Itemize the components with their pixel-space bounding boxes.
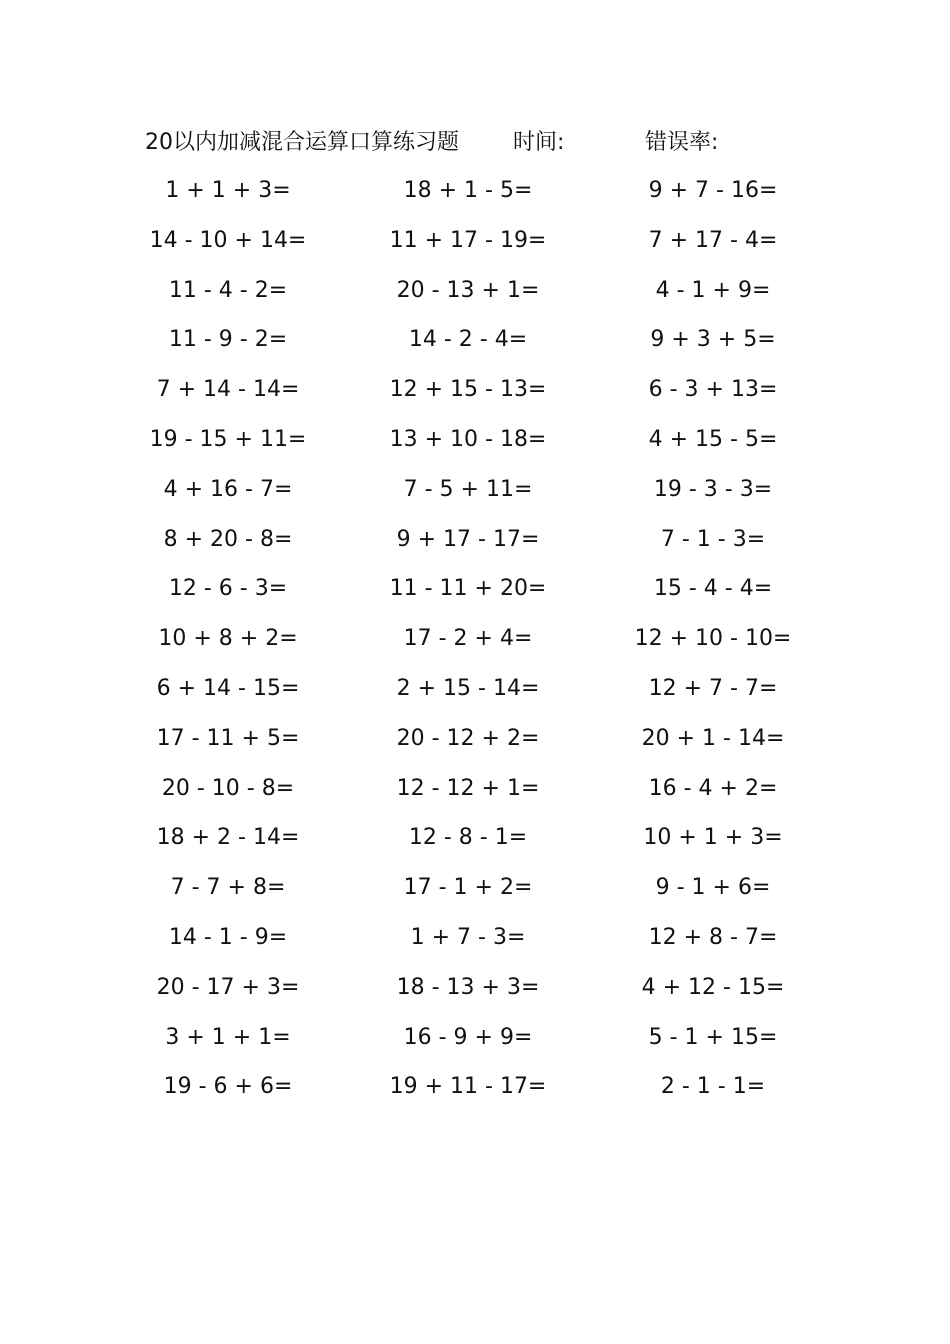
problem-item: 7 - 1 - 3= bbox=[660, 526, 766, 552]
problem-item: 5 - 1 + 15= bbox=[648, 1024, 778, 1050]
problem-row bbox=[0, 1015, 950, 1065]
problem-row bbox=[0, 168, 950, 218]
problem-item: 12 + 10 - 10= bbox=[634, 626, 792, 652]
problem-row bbox=[0, 666, 950, 716]
problem-item: 8 + 20 - 8= bbox=[163, 526, 293, 552]
problem-item: 4 + 15 - 5= bbox=[648, 426, 778, 452]
problem-row bbox=[0, 367, 950, 417]
problem-item: 14 - 1 - 9= bbox=[168, 924, 288, 950]
problem-item: 11 - 11 + 20= bbox=[389, 576, 547, 602]
problem-row bbox=[0, 1064, 950, 1114]
problem-item: 16 - 4 + 2= bbox=[648, 775, 778, 801]
problem-row bbox=[0, 815, 950, 865]
problem-item: 12 - 12 + 1= bbox=[396, 775, 540, 801]
problem-grid bbox=[0, 168, 950, 1114]
problem-row bbox=[0, 566, 950, 616]
problem-item: 10 + 1 + 3= bbox=[643, 825, 783, 851]
problem-item: 18 - 13 + 3= bbox=[396, 974, 540, 1000]
time-label: 时间: bbox=[513, 130, 565, 155]
problem-item: 20 - 17 + 3= bbox=[156, 974, 300, 1000]
problem-row bbox=[0, 417, 950, 467]
problem-item: 14 - 10 + 14= bbox=[149, 227, 307, 253]
problem-item: 7 - 5 + 11= bbox=[403, 476, 533, 502]
problem-item: 1 + 1 + 3= bbox=[165, 178, 291, 203]
problem-item: 15 - 4 - 4= bbox=[653, 576, 773, 602]
problem-row bbox=[0, 716, 950, 766]
problem-item: 17 - 2 + 4= bbox=[403, 626, 533, 652]
problem-item: 20 - 13 + 1= bbox=[396, 277, 540, 303]
problem-row bbox=[0, 915, 950, 965]
problem-row bbox=[0, 517, 950, 567]
worksheet-title: 20以内加减混合运算口算练习题 bbox=[145, 130, 459, 155]
problem-item: 12 + 15 - 13= bbox=[389, 377, 547, 403]
problem-item: 6 - 3 + 13= bbox=[648, 377, 778, 403]
problem-item: 6 + 14 - 15= bbox=[156, 675, 300, 701]
problem-item: 2 + 15 - 14= bbox=[396, 675, 540, 701]
problem-item: 11 + 17 - 19= bbox=[389, 227, 547, 253]
problem-item: 11 - 4 - 2= bbox=[168, 277, 288, 303]
problem-item: 12 + 8 - 7= bbox=[648, 924, 778, 950]
problem-item: 9 + 7 - 16= bbox=[648, 178, 778, 203]
problem-item: 2 - 1 - 1= bbox=[660, 1074, 766, 1100]
problem-item: 19 + 11 - 17= bbox=[389, 1074, 547, 1100]
problem-item: 3 + 1 + 1= bbox=[165, 1024, 291, 1050]
problem-item: 11 - 9 - 2= bbox=[168, 327, 288, 353]
problem-item: 10 + 8 + 2= bbox=[158, 626, 298, 652]
problem-item: 4 + 16 - 7= bbox=[163, 476, 293, 502]
problem-item: 12 + 7 - 7= bbox=[648, 675, 778, 701]
problem-item: 16 - 9 + 9= bbox=[403, 1024, 533, 1050]
problem-item: 9 + 3 + 5= bbox=[650, 327, 776, 353]
problem-row bbox=[0, 766, 950, 816]
problem-item: 20 + 1 - 14= bbox=[641, 725, 785, 751]
problem-item: 7 - 7 + 8= bbox=[170, 875, 286, 901]
problem-item: 12 - 8 - 1= bbox=[408, 825, 528, 851]
problem-row bbox=[0, 467, 950, 517]
problem-item: 17 - 11 + 5= bbox=[156, 725, 300, 751]
problem-item: 20 - 10 - 8= bbox=[161, 775, 295, 801]
problem-item: 17 - 1 + 2= bbox=[403, 875, 533, 901]
problem-item: 12 - 6 - 3= bbox=[168, 576, 288, 602]
problem-item: 7 + 14 - 14= bbox=[156, 377, 300, 403]
problem-row bbox=[0, 317, 950, 367]
problem-item: 19 - 3 - 3= bbox=[653, 476, 773, 502]
problem-item: 20 - 12 + 2= bbox=[396, 725, 540, 751]
problem-item: 9 - 1 + 6= bbox=[655, 875, 771, 901]
problem-item: 7 + 17 - 4= bbox=[648, 227, 778, 253]
problem-item: 4 + 12 - 15= bbox=[641, 974, 785, 1000]
problem-item: 1 + 7 - 3= bbox=[410, 924, 526, 950]
problem-item: 4 - 1 + 9= bbox=[655, 277, 771, 303]
problem-item: 14 - 2 - 4= bbox=[408, 327, 528, 353]
problem-row bbox=[0, 965, 950, 1015]
problem-row bbox=[0, 268, 950, 318]
worksheet-header bbox=[0, 126, 950, 160]
problem-item: 18 + 1 - 5= bbox=[403, 178, 533, 203]
problem-item: 18 + 2 - 14= bbox=[156, 825, 300, 851]
problem-row bbox=[0, 865, 950, 915]
problem-row bbox=[0, 218, 950, 268]
problem-row bbox=[0, 616, 950, 666]
error-rate-label: 错误率: bbox=[645, 130, 719, 155]
problem-item: 19 - 6 + 6= bbox=[163, 1074, 293, 1100]
problem-item: 19 - 15 + 11= bbox=[149, 426, 307, 452]
problem-item: 13 + 10 - 18= bbox=[389, 426, 547, 452]
problem-item: 9 + 17 - 17= bbox=[396, 526, 540, 552]
